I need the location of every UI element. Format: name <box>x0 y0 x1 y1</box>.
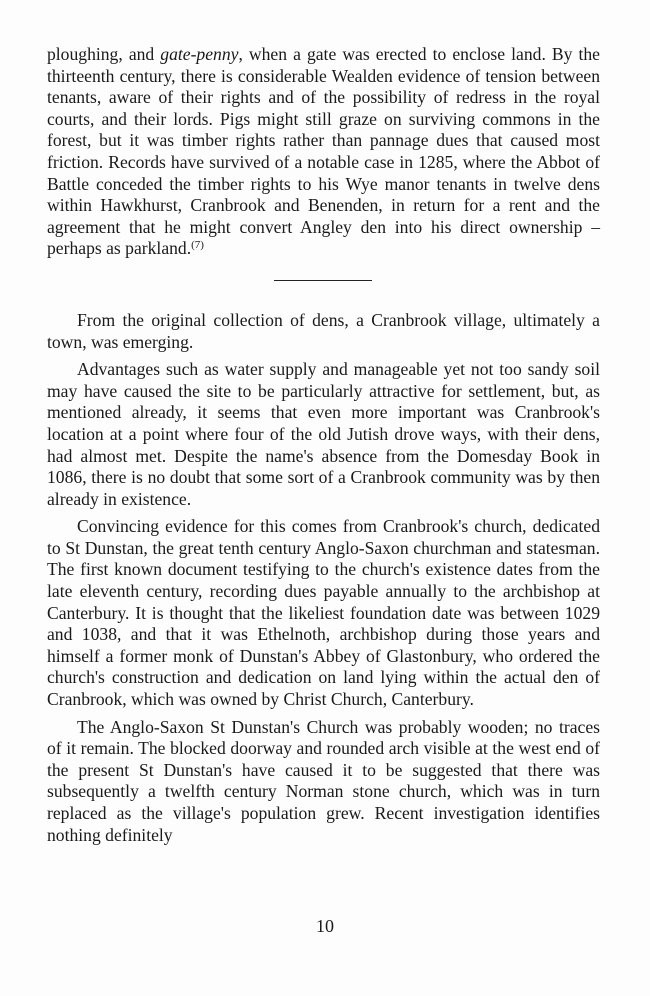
paragraph-1-text-rest: , when a gate was erected to enclose land. By the thirteenth century, there is considerable Wealden evidence of tension between tenants, aware of their rights and of the possibility of redress in the royal courts, and their lords. Pigs might still graze on surviving commons in the forest, but it was timber rights rather than pannage dues that caused most friction. Records have survived of a notable case in 1285, where the Abbot of Battle conceded the timber rights to his Wye manor tenants in twelve dens within Hawkhurst, Cranbrook and Benenden, in return for a rent and the agreement that he might convert Angley den into his direct ownership – perhaps as parkland. <box>47 44 600 259</box>
paragraph-1 <box>47 44 600 260</box>
page-number: 10 <box>316 916 334 936</box>
footnote-reference: (7) <box>191 239 204 252</box>
paragraph-1-text-start: ploughing, and <box>47 44 161 64</box>
italic-term: gate-penny <box>160 44 239 64</box>
paragraph-2: From the original collection of dens, a Cranbrook village, ultimately a town, was emerging. <box>47 309 600 352</box>
body-text <box>47 44 600 846</box>
section-divider <box>274 280 372 281</box>
paragraph-4: Convincing evidence for this comes from Cranbrook's church, dedicated to St Dunstan, the great tenth century Anglo-Saxon churchman and statesman. The first known document testifying to the church's existence dates from the late eleventh century, recording dues payable annually to the archbishop at Canterbury. It is thought that the likeliest foundation date was between 1029 and 1038, and that it was Ethelnoth, archbishop during those years and himself a former monk of Dunstan's Abbey of Glastonbury, who ordered the church's construction and dedication on land lying within the actual den of Cranbrook, which was owned by Christ Church, Canterbury. <box>47 516 600 710</box>
paragraph-3: Advantages such as water supply and manageable yet not too sandy soil may have caused the site to be particularly attractive for settlement, but, as mentioned already, it seems that even more important was Cranbrook's location at a point where four of the old Jutish drove ways, with their dens, had almost met. Despite the name's absence from the Domesday Book in 1086, there is no doubt that some sort of a Cranbrook community was by then already in existence. <box>47 359 600 509</box>
paragraph-5: The Anglo-Saxon St Dunstan's Church was probably wooden; no traces of it remain. The blocked doorway and rounded arch visible at the west end of the present St Dunstan's have caused it to be suggested that there was subsequently a twelfth century Norman stone church, which was in turn replaced as the village's population grew. Recent investigation identifies nothing definitely <box>47 716 600 845</box>
